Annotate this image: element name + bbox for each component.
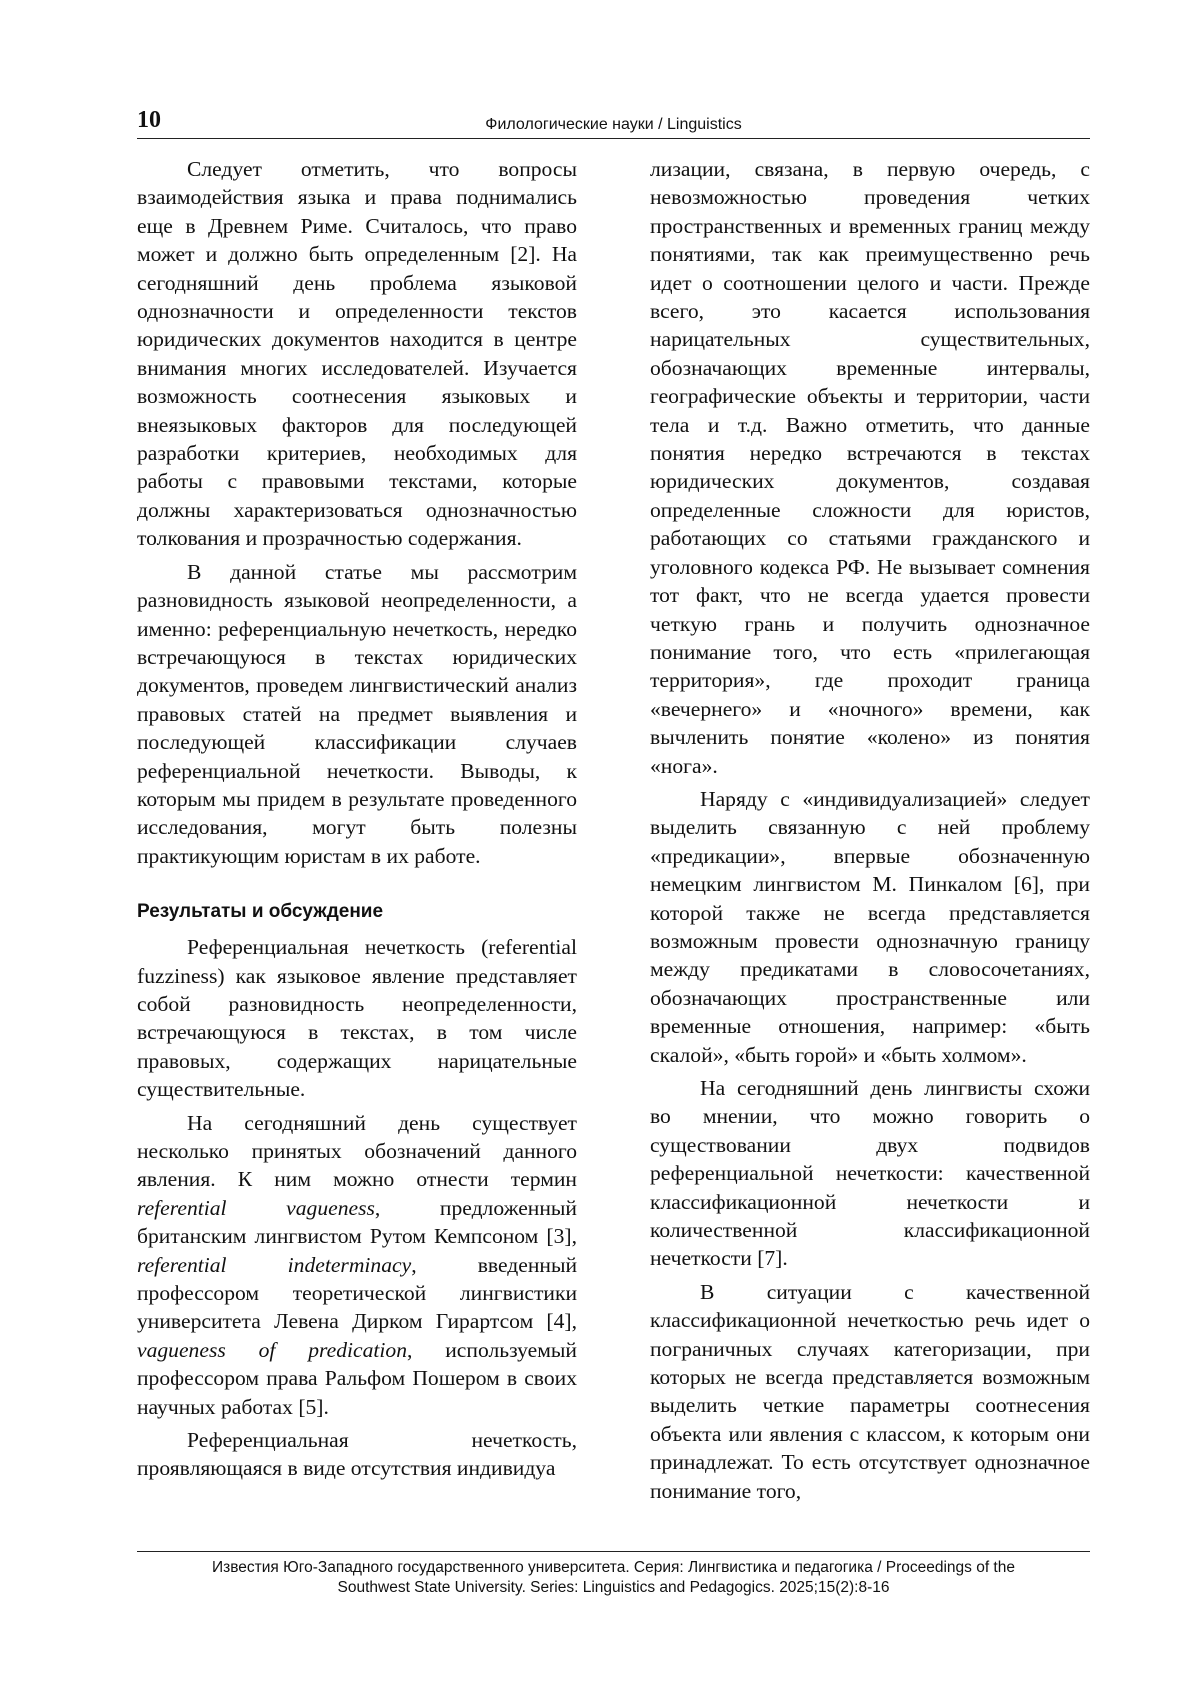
footer-line: Southwest State University. Series: Linguistics and Pedagogics. 2025;15(2):8-16 [337,1579,890,1596]
running-title: Филологические науки / Linguistics [485,116,742,133]
text-run: На сегодняшний день существует несколько принятых обозначений данного явления. К ним можно отнести термин [137,1110,577,1192]
text-run: , используемый профессором права Ральфом Пошером в своих научных работах [5]. [137,1337,577,1419]
page-number: 10 [137,107,161,133]
paragraph: Референциальная нечеткость (referential fuzziness) как языковое явление представляет собой разновидность неопределенности, встречающуюся в текстах, в том числе правовых, содержащих нарицательные существительные. [137,935,577,1102]
text-run: , введенный профессором теоретической лингвистики университета Левена Дирком Гирартсом [4], [137,1252,578,1334]
text-run: , предложенный британским лингвистом Рутом Кемпсоном [3], [137,1195,577,1249]
footer-line: Известия Юго-Западного государственного университета. Серия: Лингвистика и педагогика / Proceedings of the [212,1559,1015,1576]
paragraph: В данной статье мы рассмотрим разновидность языковой неопределенности, а именно: референциальную нечеткость, нередко встречающуюся в текстах юридических документов, проведем лингвистический анализ правовых статей на предмет выявления и последующей классификации случаев референциальной нечеткости. Выводы, к которым мы придем в результате проведенного исследования, могут быть полезны практикующим юристам в их работе. [137,559,577,868]
term-italic: vagueness of predication [137,1337,407,1362]
paragraph: Наряду с «индивидуализацией» следует выделить связанную с ней проблему «предикации», впервые обозначенную немецким лингвистом М. Пинкалом [6], при которой также не всегда представляется возможным провести однозначную границу между предикатами в словосочетаниях, обозначающих пространственные или временные отношения, например: «быть скалой», «быть горой» и «быть холмом». [650,786,1090,1067]
paragraph: Следует отметить, что вопросы взаимодействия языка и права поднимались еще в Древнем Риме. Считалось, что право может и должно быть определенным [2]. На сегодняшний день проблема языковой однозначности и определенности текстов юридических документов находится в центре внимания многих исследователей. Изучается возможность соотнесения языковых и внеязыковых факторов для последующей разработки критериев, необходимых для работы с правовыми текстами, которые должны характеризоваться однозначностью толкования и прозрачностью содержания. [137,157,577,551]
term-italic: referential indeterminacy [137,1252,412,1277]
page-header [137,106,1090,139]
left-column [137,155,577,1488]
section-heading: Результаты и обсуждение [137,901,384,923]
paragraph: На сегодняшний день лингвисты схожи во мнении, что можно говорить о существовании двух подвидов референциальной нечеткости: качественной классификационной нечеткости и количественной классификационной нечеткости [7]. [650,1076,1090,1271]
paragraph: Референциальная нечеткость, проявляющаяся в виде отсутствия индивидуа [137,1428,577,1481]
page-footer [137,1551,1090,1598]
right-column [650,155,1090,1510]
paragraph: В ситуации с качественной классификационной нечеткостью речь идет о пограничных случаях категоризации, при которых не всегда представляется возможным выделить четкие параметры соотнесения объекта или явления с классом, к которым они принадлежат. То есть отсутствует однозначное понимание того, [650,1279,1090,1503]
paragraph-continued: лизации, связана, в первую очередь, с невозможностью проведения четких пространственных и временных границ между понятиями, так как преимущественно речь идет о соотношении целого и части. Прежде всего, это касается использования нарицательных существительных, обозначающих временные интервалы, географические объекты и территории, части тела и т.д. Важно отметить, что данные понятия нередко встречаются в текстах юридических документов, создавая определенные сложности для юристов, работающих со статьями гражданского и уголовного кодекса РФ. Не вызывает сомнения тот факт, что не всегда удается провести четкую грань и получить однозначное понимание того, что есть «прилегающая территория», где проходит граница «вечернего» и «ночного» времени, как вычленить понятие «колено» из понятия «нога». [650,157,1090,778]
term-italic: referential vagueness [137,1195,375,1220]
paragraph [137,1109,577,1421]
